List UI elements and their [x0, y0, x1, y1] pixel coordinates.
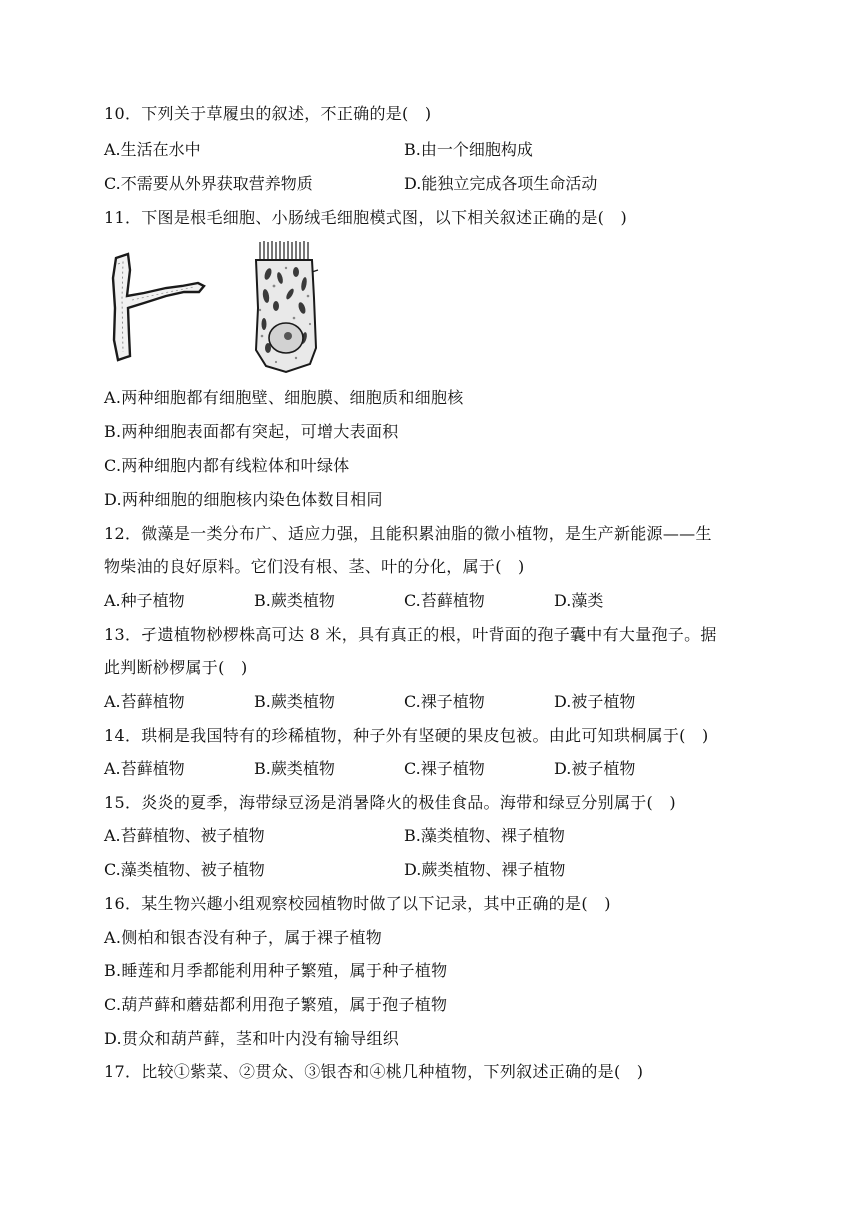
q10-stem: 10．下列关于草履虫的叙述，不正确的是( ) — [104, 104, 432, 123]
q10-option-c[interactable]: C.不需要从外界获取营养物质 — [104, 174, 313, 193]
q12-option-b[interactable]: B.蕨类植物 — [254, 591, 335, 610]
q14-option-a[interactable]: A.苔藓植物 — [104, 759, 185, 778]
q14-option-c[interactable]: C.裸子植物 — [404, 759, 485, 778]
q16-stem: 16．某生物兴趣小组观察校园植物时做了以下记录，其中正确的是( ) — [104, 894, 611, 913]
intestinal-villus-cell-figure — [246, 238, 326, 374]
q14-option-b[interactable]: B.蕨类植物 — [254, 759, 335, 778]
q16-option-d[interactable]: D.贯众和葫芦藓，茎和叶内没有输导组织 — [104, 1029, 400, 1048]
q13-option-d[interactable]: D.被子植物 — [554, 692, 636, 711]
q17-stem: 17．比较①紫菜、②贯众、③银杏和④桃几种植物，下列叙述正确的是( ) — [104, 1062, 644, 1081]
q12-option-a[interactable]: A.种子植物 — [104, 591, 185, 610]
root-hair-cell-figure — [104, 248, 214, 364]
q16-option-b[interactable]: B.睡莲和月季都能利用种子繁殖，属于种子植物 — [104, 961, 448, 980]
q16-option-c[interactable]: C.葫芦藓和蘑菇都利用孢子繁殖，属于孢子植物 — [104, 995, 448, 1014]
q15-option-a[interactable]: A.苔藓植物、被子植物 — [104, 826, 265, 845]
q12-option-d[interactable]: D.藻类 — [554, 591, 604, 610]
q16-option-a[interactable]: A.侧柏和银杏没有种子，属于裸子植物 — [104, 928, 383, 947]
q13-option-b[interactable]: B.蕨类植物 — [254, 692, 335, 711]
q12-stem-line2: 物柴油的良好原料。它们没有根、茎、叶的分化，属于( ) — [104, 557, 525, 576]
q10-option-b[interactable]: B.由一个细胞构成 — [404, 140, 533, 159]
q11-option-d[interactable]: D.两种细胞的细胞核内染色体数目相同 — [104, 490, 383, 509]
q12-stem-line1: 12．微藻是一类分布广、适应力强，且能积累油脂的微小植物，是生产新能源——生 — [104, 524, 712, 543]
q14-stem: 14．珙桐是我国特有的珍稀植物，种子外有坚硬的果皮包被。由此可知珙桐属于( ) — [104, 726, 709, 745]
q11-option-b[interactable]: B.两种细胞表面都有突起，可增大表面积 — [104, 422, 399, 441]
q15-option-c[interactable]: C.藻类植物、被子植物 — [104, 860, 265, 879]
q11-option-c[interactable]: C.两种细胞内都有线粒体和叶绿体 — [104, 456, 350, 475]
q10-option-a[interactable]: A.生活在水中 — [104, 140, 201, 159]
q14-option-d[interactable]: D.被子植物 — [554, 759, 636, 778]
q12-option-c[interactable]: C.苔藓植物 — [404, 591, 485, 610]
q13-option-a[interactable]: A.苔藓植物 — [104, 692, 185, 711]
q10-option-d[interactable]: D.能独立完成各项生命活动 — [404, 174, 598, 193]
q15-stem: 15．炎炎的夏季，海带绿豆汤是消暑降火的极佳食品。海带和绿豆分别属于( ) — [104, 793, 676, 812]
q11-option-a[interactable]: A.两种细胞都有细胞壁、细胞膜、细胞质和细胞核 — [104, 388, 464, 407]
q13-stem-line1: 13．孑遗植物桫椤株高可达 8 米，具有真正的根，叶背面的孢子囊中有大量孢子。据 — [104, 625, 717, 644]
q13-stem-line2: 此判断桫椤属于( ) — [104, 658, 248, 677]
q15-option-d[interactable]: D.蕨类植物、裸子植物 — [404, 860, 566, 879]
q13-option-c[interactable]: C.裸子植物 — [404, 692, 485, 711]
q11-stem: 11．下图是根毛细胞、小肠绒毛细胞模式图，以下相关叙述正确的是( ) — [104, 208, 628, 227]
q15-option-b[interactable]: B.藻类植物、裸子植物 — [404, 826, 565, 845]
